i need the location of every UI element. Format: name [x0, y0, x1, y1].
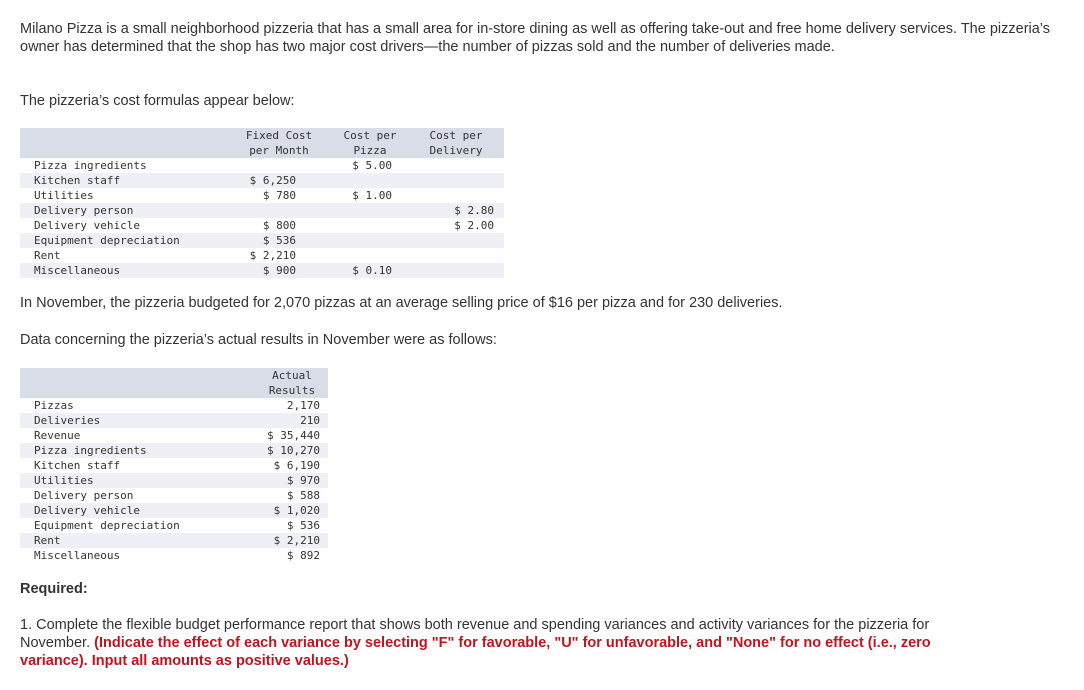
actual-row-value: $ 35,440: [267, 429, 320, 442]
actual-row-value: $ 892: [286, 549, 320, 562]
cost-row-delivery: [408, 248, 504, 263]
cost-row-pizza: [332, 218, 408, 233]
cost-row: [20, 173, 504, 188]
actual-row-value: 2,170: [286, 399, 320, 412]
cost-row-delivery: [408, 158, 504, 173]
cost-row: [20, 158, 504, 173]
cost-table-header-row: [20, 128, 504, 158]
actual-row: [20, 533, 328, 548]
actual-row-value: $ 536: [286, 519, 320, 532]
actual-row: [20, 413, 328, 428]
cost-row: [20, 233, 504, 248]
actual-row-label: Pizzas: [34, 399, 74, 412]
cost-formula-table: [20, 128, 504, 278]
intro-paragraph: Milano Pizza is a small neighborhood pizzeria that has a small area for in-store dining as well as offering take-out and free home delivery services. The pizzeria’s owner has determined that the shop has two major cost drivers—the number of pizzas sold and the number of deliveries made.: [20, 21, 1051, 55]
cost-row-label: Equipment depreciation: [34, 234, 180, 247]
cost-row-delivery: [408, 233, 504, 248]
actual-row-value: 210: [300, 414, 320, 427]
actual-row-label: Delivery vehicle: [34, 504, 140, 517]
actual-table-blank-header: [20, 368, 256, 398]
cost-row-fixed: $ 900: [262, 264, 296, 277]
actual-intro: Data concerning the pizzeria’s actual results in November were as follows:: [20, 332, 497, 348]
actual-row: [20, 443, 328, 458]
actual-row: [20, 458, 328, 473]
actual-row: [20, 488, 328, 503]
cost-per-delivery-header: Cost per Delivery: [429, 129, 483, 157]
cost-row: [20, 188, 504, 203]
cost-row-label: Utilities: [34, 189, 94, 202]
actual-row-label: Kitchen staff: [34, 459, 121, 472]
cost-row-pizza: $ 0.10: [352, 264, 392, 277]
cost-row-label: Kitchen staff: [34, 174, 121, 187]
actual-row-label: Delivery person: [34, 489, 134, 502]
cost-row-label: Delivery vehicle: [34, 219, 140, 232]
actual-results-header: Actual Results: [268, 369, 316, 397]
cost-row-label: Delivery person: [34, 204, 134, 217]
cost-row-pizza: [332, 173, 408, 188]
cost-row-pizza: $ 1.00: [352, 189, 392, 202]
cost-row-pizza: [332, 233, 408, 248]
cost-row-pizza: $ 5.00: [352, 159, 392, 172]
actual-row-value: $ 2,210: [273, 534, 320, 547]
cost-row-fixed: $ 6,250: [249, 174, 296, 187]
actual-row-label: Equipment depreciation: [34, 519, 180, 532]
cost-row: [20, 218, 504, 233]
actual-table-header-row: [20, 368, 328, 398]
cost-row: [20, 248, 504, 263]
actual-row-value: $ 970: [286, 474, 320, 487]
required-item-1: [20, 616, 950, 670]
actual-results-table: [20, 368, 328, 563]
actual-row-label: Utilities: [34, 474, 94, 487]
cost-row-pizza: [332, 248, 408, 263]
cost-row-fixed: $ 780: [262, 189, 296, 202]
cost-row-delivery: [408, 263, 504, 278]
actual-row: [20, 548, 328, 563]
actual-row: [20, 518, 328, 533]
required-instruction: (Indicate the effect of each variance by selecting "F" for favorable, "U" for unfavorable, and "None" for no effect (i.e., zero variance). Input all amounts as positive values.): [20, 635, 931, 669]
cost-row-fixed: $ 800: [262, 219, 296, 232]
cost-row-label: Rent: [34, 249, 61, 262]
cost-row-label: Pizza ingredients: [34, 159, 147, 172]
cost-row-pizza: [332, 203, 408, 218]
actual-row-value: $ 6,190: [273, 459, 320, 472]
cost-row-label: Miscellaneous: [34, 264, 121, 277]
actual-row: [20, 428, 328, 443]
cost-row-fixed: $ 2,210: [249, 249, 296, 262]
cost-table-blank-header: [20, 128, 226, 158]
actual-row-value: $ 10,270: [267, 444, 320, 457]
actual-row-value: $ 588: [286, 489, 320, 502]
cost-row-fixed: [226, 203, 332, 218]
cost-row-delivery: $ 2.00: [454, 219, 494, 232]
cost-row: [20, 203, 504, 218]
formulas-intro: The pizzeria’s cost formulas appear below:: [20, 93, 295, 109]
required-text: 1. Complete the flexible budget performance report that shows both revenue and spending variances and activity variances for the pizzeria for November.: [20, 617, 930, 651]
cost-row-fixed: [226, 158, 332, 173]
budget-paragraph: In November, the pizzeria budgeted for 2,070 pizzas at an average selling price of $16 per pizza and for 230 deliveries.: [20, 295, 783, 311]
cost-per-pizza-header: Cost per Pizza: [343, 129, 397, 157]
cost-row: [20, 263, 504, 278]
fixed-cost-header: Fixed Cost per Month: [245, 129, 313, 157]
actual-row: [20, 473, 328, 488]
cost-row-fixed: $ 536: [262, 234, 296, 247]
cost-row-delivery: [408, 188, 504, 203]
required-title: Required:: [20, 581, 88, 597]
actual-row-label: Pizza ingredients: [34, 444, 147, 457]
cost-row-delivery: [408, 173, 504, 188]
actual-row: [20, 398, 328, 413]
actual-row: [20, 503, 328, 518]
actual-row-label: Revenue: [34, 429, 81, 442]
cost-row-delivery: $ 2.80: [454, 204, 494, 217]
actual-row-label: Rent: [34, 534, 61, 547]
actual-row-value: $ 1,020: [273, 504, 320, 517]
actual-row-label: Miscellaneous: [34, 549, 121, 562]
actual-row-label: Deliveries: [34, 414, 101, 427]
